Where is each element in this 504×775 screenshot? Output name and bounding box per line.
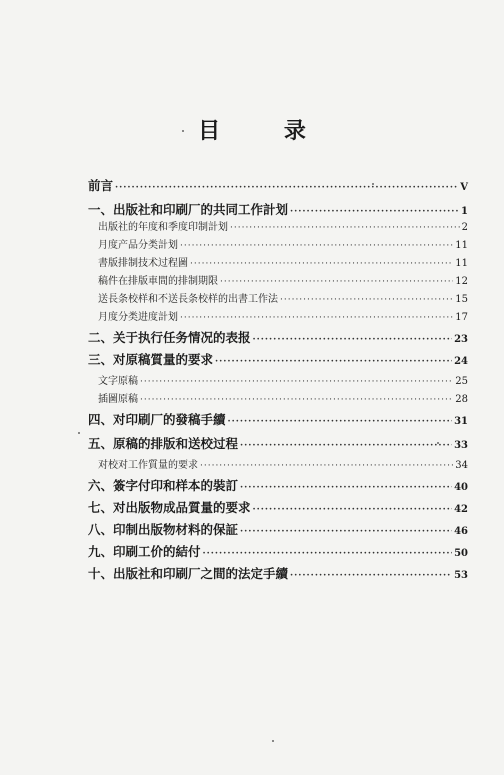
toc-entry-page: 2 xyxy=(461,222,468,233)
toc-entry-label: 文字原稿 xyxy=(98,376,138,387)
paper-speck xyxy=(182,130,184,132)
toc-entry xyxy=(88,254,468,269)
toc-entry xyxy=(88,520,468,538)
toc-entry-page: 23 xyxy=(454,334,468,345)
toc-entry-page: 34 xyxy=(455,460,468,471)
paper-speck xyxy=(437,442,439,444)
toc-entry-label: 月度产品分类計划 xyxy=(98,240,178,251)
toc-entry-page: V xyxy=(460,182,468,193)
dot-leader xyxy=(240,527,452,537)
toc-entry-page: 25 xyxy=(455,376,468,387)
dot-leader xyxy=(180,241,453,251)
toc-entry-label: 一、出版社和印刷厂的共同工作計划 xyxy=(88,202,289,217)
toc-entry-page: 40 xyxy=(454,482,468,493)
toc-entry-page: 46 xyxy=(454,526,468,537)
toc-entry-page: 50 xyxy=(454,548,468,559)
toc-entry-label: 送長条校样和不送長条校样的出書工作法 xyxy=(98,294,278,305)
toc-entry-label: 对校对工作質量的要求 xyxy=(98,460,198,471)
toc-entry xyxy=(88,328,468,346)
toc-entry-label: 三、对原稿質量的要求 xyxy=(88,352,214,367)
toc-entry-page: 15 xyxy=(455,294,468,305)
toc-entry-page: 53 xyxy=(454,570,468,581)
dot-leader xyxy=(190,259,453,269)
toc-entry-page: 33 xyxy=(454,440,468,451)
toc-entry xyxy=(88,564,468,582)
toc-entry-label: 前言 xyxy=(88,178,114,193)
toc-entry-page: 31 xyxy=(454,416,468,427)
toc-entry xyxy=(88,200,468,218)
dot-leader xyxy=(230,223,460,233)
toc-entry-page: 17 xyxy=(455,312,468,323)
toc-entry xyxy=(88,410,468,428)
toc-entry-label: 六、簽字付印和样本的裝訂 xyxy=(88,478,239,493)
toc-entry-page: 12 xyxy=(455,276,468,287)
dot-leader xyxy=(240,483,452,493)
toc-entry-page: 28 xyxy=(455,394,468,405)
toc-entry-page: 1 xyxy=(461,206,468,217)
toc-entry-label: 五、原稿的排版和送校过程 xyxy=(88,436,239,451)
dot-leader xyxy=(215,357,452,367)
dot-leader xyxy=(140,395,453,405)
toc-entry xyxy=(88,308,468,323)
toc-entry-label: 七、对出版物成品質量的要求 xyxy=(88,500,251,515)
dot-leader xyxy=(280,295,453,305)
dot-leader xyxy=(290,571,452,581)
toc-entry xyxy=(88,498,468,516)
toc-entry xyxy=(88,372,468,387)
toc-entry xyxy=(88,236,468,251)
toc-title: 目 录 xyxy=(198,118,334,144)
toc-entry xyxy=(88,176,468,194)
dot-leader xyxy=(228,417,453,427)
paper-speck xyxy=(272,740,274,742)
dot-leader xyxy=(203,549,453,559)
dot-leader xyxy=(240,441,452,451)
dot-leader xyxy=(115,183,458,193)
dot-leader xyxy=(180,313,453,323)
dot-leader xyxy=(290,207,459,217)
toc-entry-label: 八、印制出版物材料的保証 xyxy=(88,522,239,537)
toc-entry-label: 書版排制技术过程圖 xyxy=(98,258,188,269)
dot-leader xyxy=(200,461,453,471)
toc-entry xyxy=(88,350,468,368)
toc-entry xyxy=(88,476,468,494)
toc-entry-label: 十、出版社和印刷厂之間的法定手續 xyxy=(88,566,289,581)
toc-entry-label: 稿件在排版車間的排制期限 xyxy=(98,276,218,287)
toc-entry xyxy=(88,390,468,405)
toc-entry xyxy=(88,290,468,305)
toc-entry-page: 42 xyxy=(454,504,468,515)
toc-entry-page: 24 xyxy=(454,356,468,367)
toc-entry-page: 11 xyxy=(455,240,468,251)
toc-entry-label: 九、印刷工价的結付 xyxy=(88,544,201,559)
paper-speck xyxy=(372,183,374,185)
toc-entry-label: 出版社的年度和季度印制計划 xyxy=(98,222,228,233)
paper-speck xyxy=(78,432,80,434)
toc-entry-label: 插圖原稿 xyxy=(98,394,138,405)
toc-entry-label: 二、关于执行任务情况的表报 xyxy=(88,330,251,345)
dot-leader xyxy=(253,505,453,515)
toc-entry xyxy=(88,272,468,287)
dot-leader xyxy=(140,377,453,387)
toc-entry xyxy=(88,434,468,452)
toc-entry-label: 四、对印刷厂的發稿手續 xyxy=(88,412,226,427)
toc-entry xyxy=(88,456,468,471)
dot-leader xyxy=(253,335,453,345)
dot-leader xyxy=(220,277,453,287)
toc-entry xyxy=(88,542,468,560)
toc-entry-label: 月度分类进度計划 xyxy=(98,312,178,323)
toc-entry-page: 11 xyxy=(455,258,468,269)
toc-entry xyxy=(88,218,468,233)
